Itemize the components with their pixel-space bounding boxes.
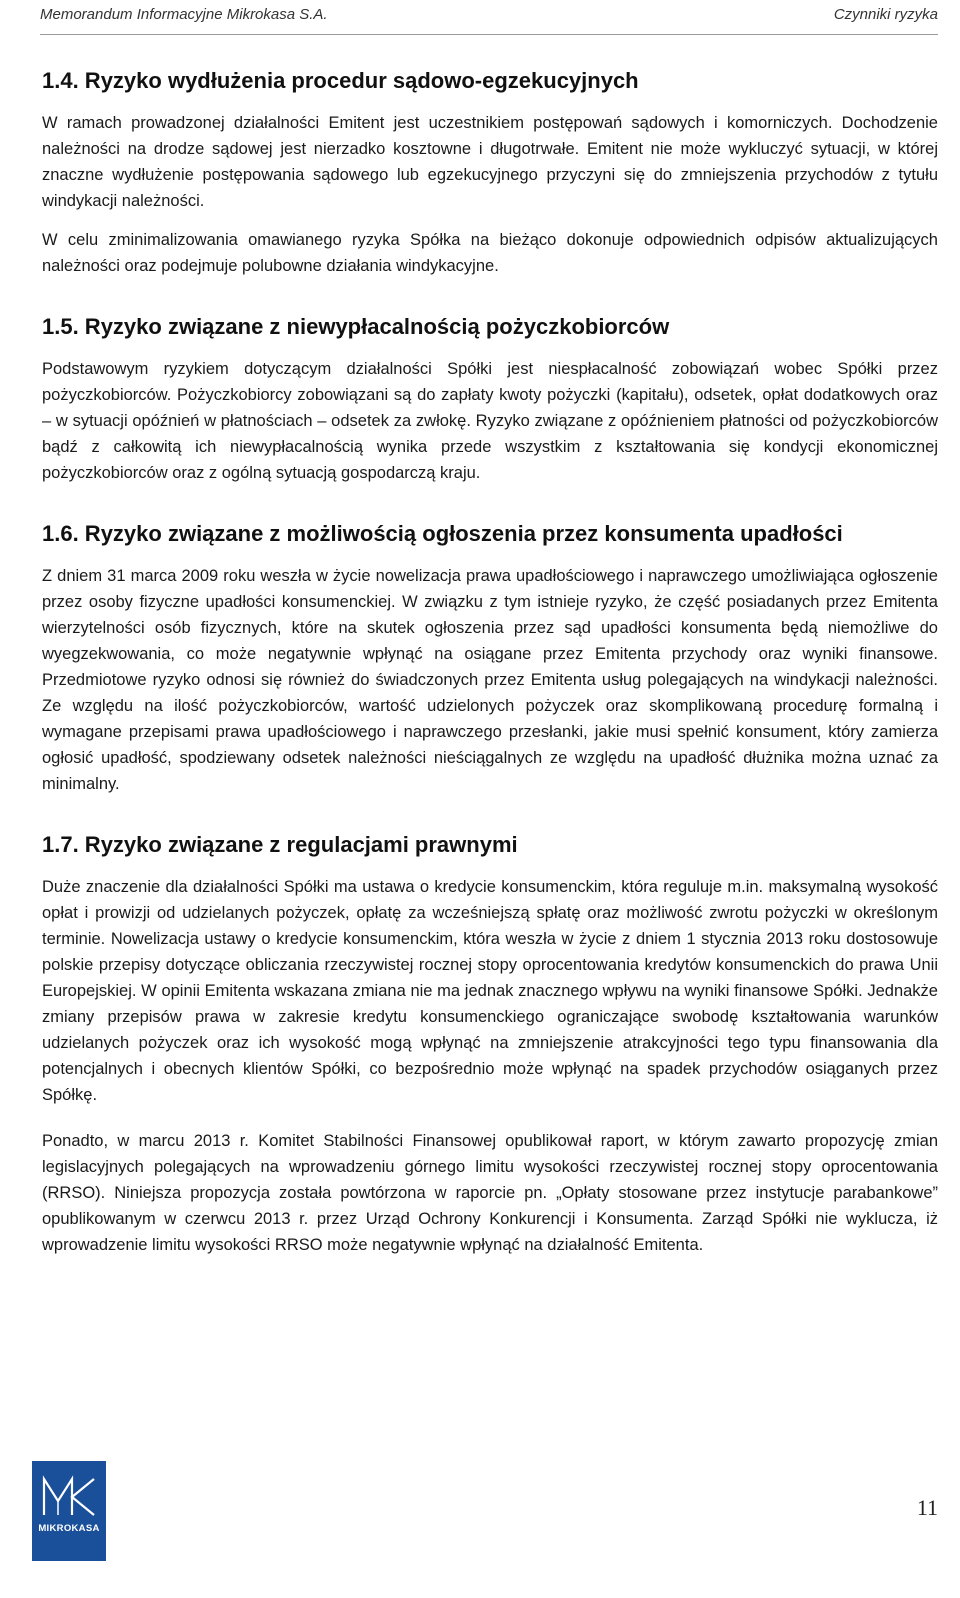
mikrokasa-logo	[32, 1461, 106, 1561]
section-heading: 1.6. Ryzyko związane z możliwością ogłoszenia przez konsumenta upadłości	[42, 521, 843, 546]
section-1-7	[42, 828, 938, 1258]
page-header	[40, 0, 938, 35]
paragraph: W celu zminimalizowania omawianego ryzyka Spółka na bieżąco dokonuje odpowiednich odpisów aktualizujących należności oraz podejmuje polubowne działania windykacyjne.	[42, 231, 938, 275]
paragraph: W ramach prowadzonej działalności Emitent jest uczestnikiem postępowań sądowych i komorniczych. Dochodzenie należności na drodze sądowej jest nierzadko kosztowne i długotrwałe. Emitent nie może wykluczyć sytuacji, w której znaczne wydłużenie postępowania sądowego lub egzekucyjnego przyczyni się do zmniejszenia przychodów z tytułu windykacji należności.	[42, 114, 938, 210]
mk-logo-icon	[38, 1471, 100, 1521]
section-1-4	[42, 64, 938, 279]
page-number: 11	[916, 1495, 938, 1520]
paragraph: Duże znaczenie dla działalności Spółki ma ustawa o kredycie konsumenckim, która reguluje m.in. maksymalną wysokość opłat i prowizji od udzielanych pożyczek, opłatę za wcześniejszą spłatę oraz możliwość zwrotu pożyczki w określonym terminie. Nowelizacja ustawy o kredycie konsumenckim, która weszła w życie z dniem 1 stycznia 2013 roku dostosowuje polskie przepisy dotyczące obliczania rzeczywistej rocznej stopy oprocentowania kredytów konsumenckich do prawa Unii Europejskiej. W opinii Emitenta wskazana zmiana nie ma jednak znacznego wpływu na wyniki finansowe Spółki. Jednakże zmiany przepisów prawa w zakresie kredytu konsumenckiego ograniczające swobodę kształtowania warunków udzielanych pożyczek oraz ich wysokość mogą wpłynąć na zmniejszenie atrakcyjności tego typu finansowania dla potencjalnych i obecnych klientów Spółki, co bezpośrednio może wpłynąć na spadek przychodów osiąganych przez Spółkę.	[42, 878, 938, 1104]
logo-wordmark: MIKROKASA	[38, 1523, 100, 1534]
section-1-6	[42, 517, 938, 797]
paragraph: Ponadto, w marcu 2013 r. Komitet Stabilności Finansowej opublikował raport, w którym zawarto propozycję zmian legislacyjnych polegających na wprowadzeniu górnego limitu wysokości rzeczywistej rocznej stopy oprocentowania (RRSO). Niniejsza propozycja została powtórzona w raporcie pn. „Opłaty stosowane przez instytucje parabankowe” opublikowanym w czerwcu 2013 r. przez Urząd Ochrony Konkurencji i Konsumenta. Zarząd Spółki nie wyklucza, iż wprowadzenie limitu wysokości RRSO może negatywnie wpłynąć na działalność Emitenta.	[42, 1132, 938, 1254]
section-heading: 1.7. Ryzyko związane z regulacjami prawnymi	[42, 832, 518, 857]
section-heading: 1.5. Ryzyko związane z niewypłacalnością pożyczkobiorców	[42, 314, 670, 339]
document-body	[42, 64, 938, 1271]
paragraph: Podstawowym ryzykiem dotyczącym działalności Spółki jest niespłacalność zobowiązań wobec Spółki przez pożyczkobiorców. Pożyczkobiorcy zobowiązani są do zapłaty kwoty pożyczki (kapitału), odsetek, opłat dodatkowych oraz – w sytuacji opóźnień w płatnościach – odsetek za zwłokę. Ryzyko związane z opóźnieniem płatności od pożyczkobiorców bądź z całkowitą ich niewypłacalnością wynika przede wszystkim z kształtowania się kondycji ekonomicznej pożyczkobiorców oraz z ogólną sytuacją gospodarczą kraju.	[42, 360, 938, 482]
document-title: Memorandum Informacyjne Mikrokasa S.A.	[40, 6, 328, 23]
section-1-5	[42, 310, 938, 486]
chapter-title: Czynniki ryzyka	[833, 6, 938, 23]
section-heading: 1.4. Ryzyko wydłużenia procedur sądowo-egzekucyjnych	[42, 68, 639, 93]
paragraph: Z dniem 31 marca 2009 roku weszła w życie nowelizacja prawa upadłościowego i naprawczego umożliwiająca ogłoszenie przez osoby fizyczne upadłości konsumenckiej. W związku z tym istnieje ryzyko, że część posiadanych przez Emitenta wierzytelności osób fizycznych, które na skutek ogłoszenia przez sąd upadłości konsumenta będą niemożliwe do wyegzekwowania, co może negatywnie wpłynąć na osiągane przez Emitenta przychody oraz wyniki finansowe. Przedmiotowe ryzyko odnosi się również do świadczonych przez Emitenta usług polegających na windykacji należności. Ze względu na ilość pożyczkobiorców, wartość udzielonych pożyczek oraz skomplikowaną procedurę formalną i wymagane przepisami prawa upadłościowego i naprawczego przesłanki, jakie musi spełnić konsument, który zamierza ogłosić upadłość, spodziewany odsetek należności nieściągalnych ze względu na upadłość dłużnika można uznać za minimalny.	[42, 567, 938, 793]
